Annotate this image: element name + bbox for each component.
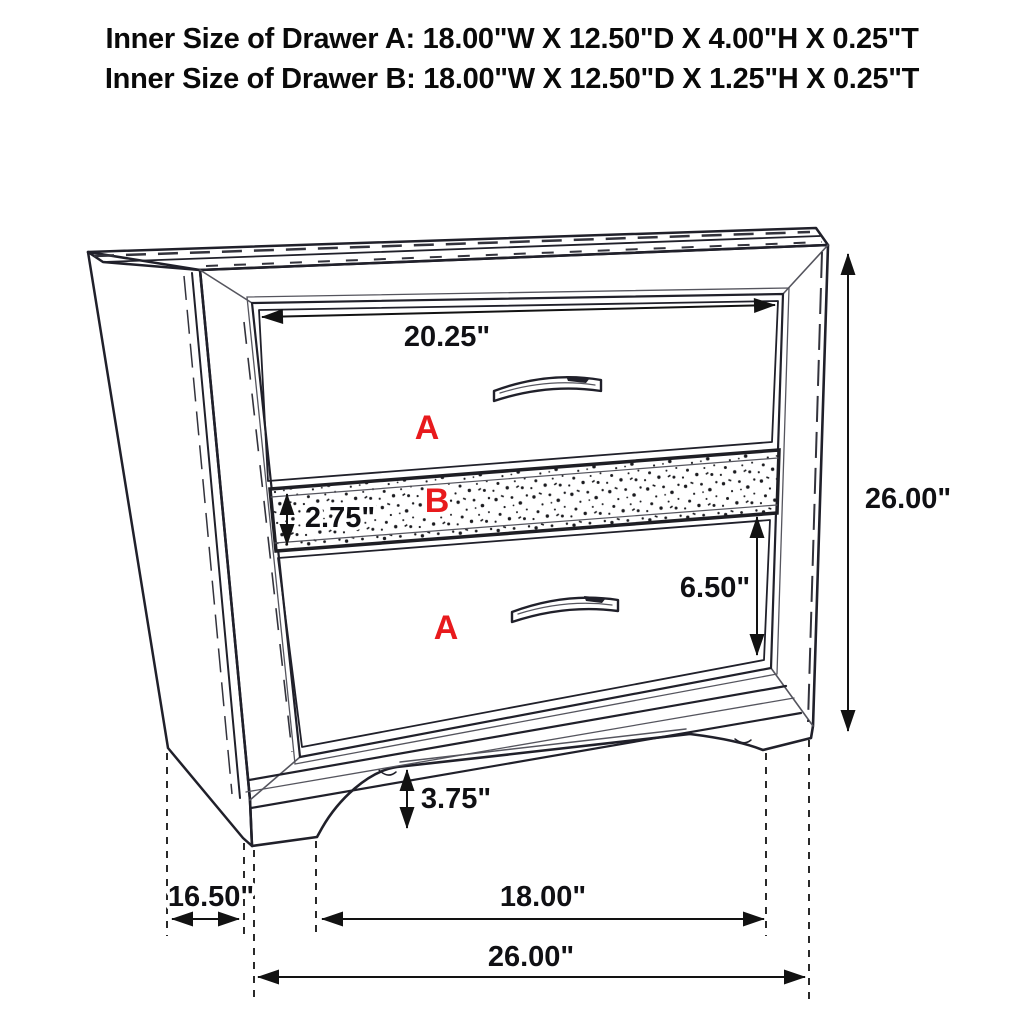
drawer-a-top-handle (494, 376, 601, 401)
dimension-label: 20.25" (403, 321, 491, 353)
dim-side-depth (168, 881, 254, 919)
drawer-label-a-bottom: A (433, 609, 459, 647)
dim-feet-span (322, 881, 764, 919)
drawer-b-speckle-panel (270, 450, 779, 551)
drawer-a-bottom (278, 520, 770, 747)
top-panel-shading-back (94, 232, 810, 256)
dim-drawer-a-bottom-height (680, 517, 757, 655)
base-molding-line-1 (249, 686, 786, 780)
drawer-label-a-top: A (414, 409, 440, 447)
header-line-1: Inner Size of Drawer A: 18.00"W X 12.50"D X 4.00"H X 0.25"T (105, 23, 919, 55)
drawer-b-strip (270, 450, 779, 551)
drawer-label-b: B (424, 482, 450, 520)
handle-highlight (584, 596, 606, 603)
header-line-2: Inner Size of Drawer B: 18.00"W X 12.50"D X 1.25"H X 0.25"T (104, 63, 920, 95)
dimension-label: 26.00" (487, 941, 575, 973)
dim-overall-height (848, 254, 951, 731)
dimension-label: 18.00" (499, 881, 587, 913)
header (105, 23, 920, 95)
base-molding-line-2 (246, 698, 794, 792)
dimension-label: 6.50" (679, 572, 751, 604)
dim-top-drawer-width (262, 305, 775, 353)
dimension-arrow (262, 305, 775, 317)
drawer-a-bottom-front (278, 520, 770, 747)
drawer-a-top (259, 301, 778, 481)
drawer-a-top-front (259, 301, 778, 481)
dimension-label: 3.75" (420, 783, 492, 815)
dimension-label: 16.50" (167, 881, 255, 913)
base-molding-line-3 (251, 713, 801, 808)
dimension-label: 26.00" (864, 483, 952, 515)
dim-overall-width (258, 941, 805, 977)
side-panel-corner-edge (192, 273, 240, 798)
drawer-a-bottom-handle (512, 596, 618, 622)
dimension-label: 2.75" (304, 502, 376, 534)
